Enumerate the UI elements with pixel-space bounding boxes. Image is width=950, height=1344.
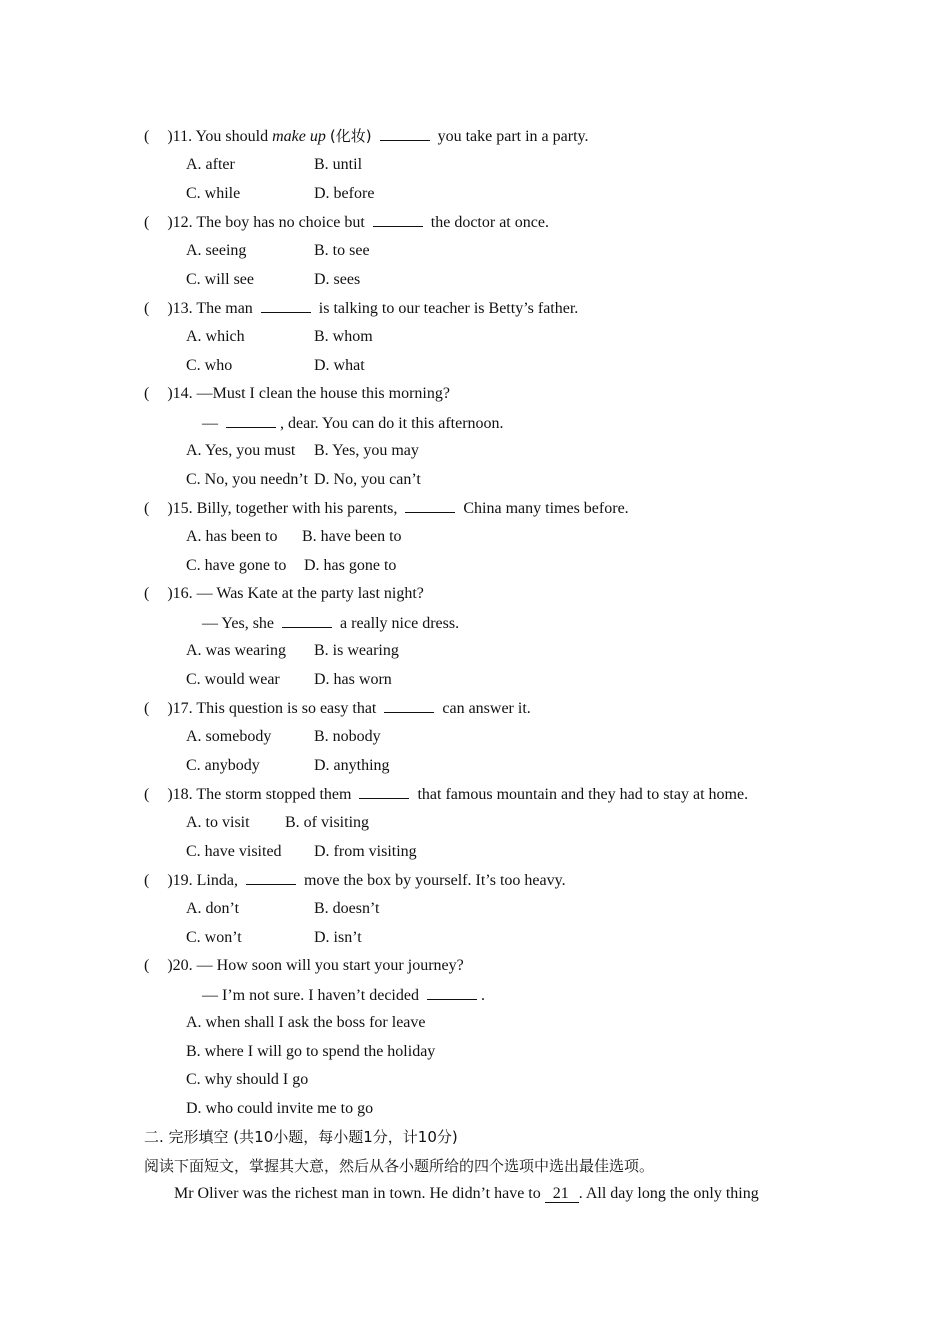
- option: A. when shall I ask the boss for leave: [186, 1014, 426, 1031]
- answer-blank[interactable]: [261, 298, 311, 313]
- option: D. before: [314, 185, 375, 202]
- option: A. after: [186, 156, 235, 173]
- option: D. has gone to: [304, 557, 397, 574]
- question-18: ( )18. The storm stopped them that famous mountain and they had to stay at home.: [144, 786, 749, 803]
- option: B. whom: [314, 328, 373, 345]
- option: B. is wearing: [314, 642, 399, 659]
- option: C. would wear: [186, 671, 280, 688]
- question-16: ( )16. — Was Kate at the party last night?: [144, 585, 424, 602]
- option: C. why should I go: [186, 1071, 309, 1088]
- question-14: ( )14. —Must I clean the house this morning?: [144, 385, 450, 402]
- option: C. anybody: [186, 757, 260, 774]
- passage-line: Mr Oliver was the richest man in town. He didn’t have to 21 . All day long the only thing: [174, 1185, 759, 1202]
- option: B. of visiting: [285, 814, 370, 831]
- option: D. No, you can’t: [314, 471, 421, 488]
- section-heading: 二. 完形填空 (共10小题，每小题1分，计10分): [144, 1128, 458, 1146]
- option: B. have been to: [302, 528, 402, 545]
- option: D. from visiting: [314, 843, 417, 860]
- option: B. where I will go to spend the holiday: [186, 1043, 436, 1060]
- option: C. have visited: [186, 843, 282, 860]
- answer-blank[interactable]: [384, 698, 434, 713]
- question-19: ( )19. Linda, move the box by yourself. It’s too heavy.: [144, 872, 566, 889]
- option: B. to see: [314, 242, 370, 259]
- option: A. was wearing: [186, 642, 286, 659]
- question-16-reply: — Yes, she a really nice dress.: [202, 615, 460, 632]
- answer-blank[interactable]: [246, 870, 296, 885]
- option: C. who: [186, 357, 233, 374]
- option: C. have gone to: [186, 557, 287, 574]
- option: D. isn’t: [314, 929, 362, 946]
- option: C. won’t: [186, 929, 242, 946]
- answer-blank[interactable]: [427, 985, 477, 1000]
- question-13: ( )13. The man is talking to our teacher is Betty’s father.: [144, 300, 579, 317]
- option: C. while: [186, 185, 241, 202]
- option: A. which: [186, 328, 245, 345]
- option: D. sees: [314, 271, 361, 288]
- question-12: ( )12. The boy has no choice but the doctor at once.: [144, 214, 549, 231]
- section-instruction: 阅读下面短文，掌握其大意，然后从各小题所给的四个选项中选出最佳选项。: [144, 1157, 655, 1175]
- option: D. what: [314, 357, 365, 374]
- question-11: ( )11. You should make up (化妆) you take part in a party.: [144, 127, 589, 145]
- option: A. Yes, you must: [186, 442, 296, 459]
- question-17: ( )17. This question is so easy that can answer it.: [144, 700, 531, 717]
- option: A. seeing: [186, 242, 247, 259]
- option: B. Yes, you may: [314, 442, 419, 459]
- answer-blank[interactable]: [380, 126, 430, 141]
- option: A. don’t: [186, 900, 240, 917]
- question-15: ( )15. Billy, together with his parents, China many times before.: [144, 500, 629, 517]
- answer-blank[interactable]: [282, 613, 332, 628]
- cloze-blank[interactable]: 21: [545, 1186, 579, 1203]
- answer-blank[interactable]: [226, 413, 276, 428]
- option: A. has been to: [186, 528, 278, 545]
- answer-blank[interactable]: [359, 784, 409, 799]
- question-20-reply: — I’m not sure. I haven’t decided .: [202, 987, 485, 1004]
- option: B. nobody: [314, 728, 381, 745]
- question-14-reply: — , dear. You can do it this afternoon.: [202, 415, 504, 432]
- option: C. No, you needn’t: [186, 471, 308, 488]
- option: B. doesn’t: [314, 900, 380, 917]
- option: D. who could invite me to go: [186, 1100, 374, 1117]
- question-20: ( )20. — How soon will you start your journey?: [144, 957, 464, 974]
- option: B. until: [314, 156, 363, 173]
- option: D. anything: [314, 757, 390, 774]
- answer-blank[interactable]: [373, 212, 423, 227]
- option: C. will see: [186, 271, 254, 288]
- option: A. somebody: [186, 728, 272, 745]
- answer-blank[interactable]: [405, 498, 455, 513]
- option: D. has worn: [314, 671, 392, 688]
- option: A. to visit: [186, 814, 250, 831]
